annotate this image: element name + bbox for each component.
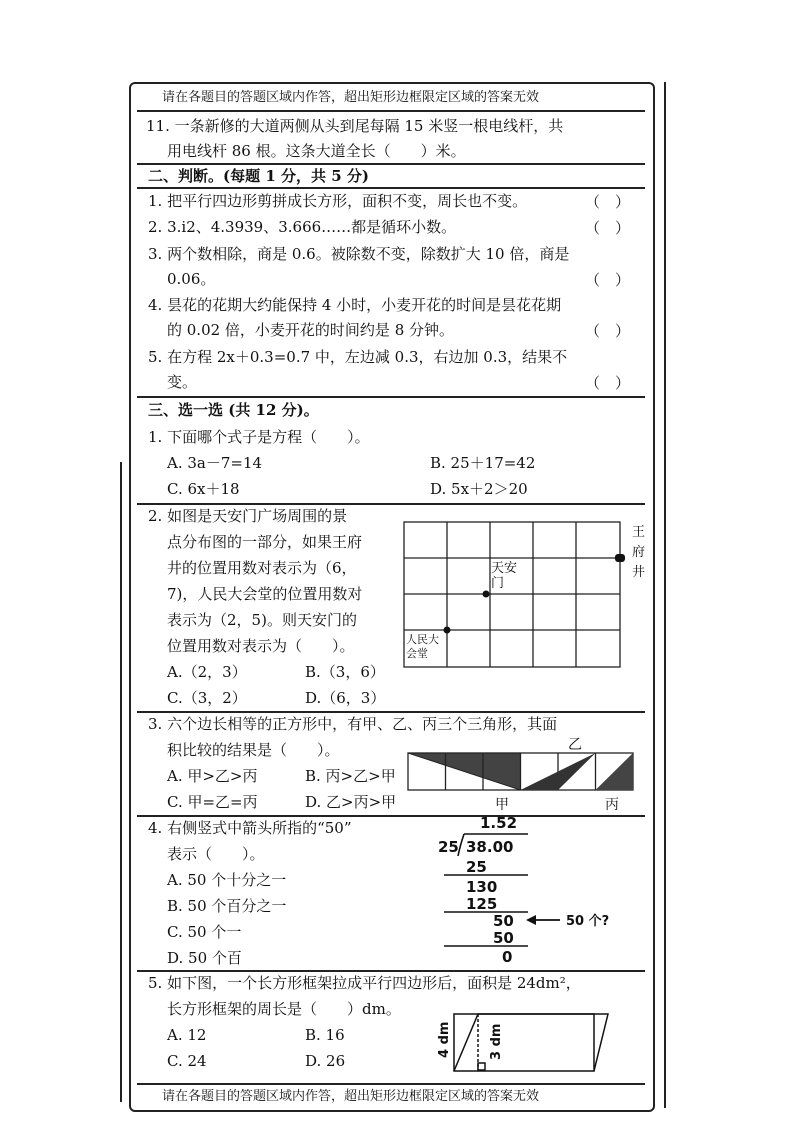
judge-item-5: 5. 在方程 2x＋0.3=0.7 中，左边减 0.3，右边加 0.3，结果不 [148, 348, 568, 366]
left-margin-line [120, 462, 122, 1102]
choice-q3-b[interactable]: B. 丙>乙>甲 [305, 767, 396, 785]
choice-q2-line4: 7)，人民大会堂的位置用数对 [167, 585, 363, 603]
map-label-tiananmen-1: 天安 [491, 561, 518, 576]
choice-q1-d[interactable]: D. 5x＋2＞20 [430, 480, 528, 498]
q11-line1: 11. 一条新修的大道两侧从头到尾每隔 15 米竖一根电线杆，共 [146, 117, 564, 135]
choice-q5-a[interactable]: A. 12 [167, 1026, 207, 1044]
divider [137, 163, 645, 165]
divisor: 25 [438, 838, 459, 856]
step-130: 130 [466, 878, 498, 896]
choice-q2-d[interactable]: D.（6，3） [305, 689, 386, 707]
remainder: 0 [502, 948, 513, 966]
divider [137, 1083, 645, 1085]
step-50-top: 50 [493, 912, 514, 930]
arrow-label: 50 个? [566, 914, 610, 929]
judge-answer-3[interactable]: （ ） [585, 271, 631, 289]
judge-item-3: 3. 两个数相除，商是 0.6。被除数不变，除数扩大 10 倍，商是 [148, 245, 570, 263]
divider [137, 711, 645, 713]
choice-q2-b[interactable]: B.（3，6） [305, 663, 385, 681]
choice-q3-line2: 积比较的结果是（ ）。 [167, 741, 340, 759]
section3-title: 三、选一选 (共 12 分)。 [148, 401, 319, 419]
map-label-renmin-1: 人民大 [406, 633, 439, 646]
judge-answer-4[interactable]: （ ） [585, 322, 631, 340]
divider [137, 396, 645, 398]
choice-q1-b[interactable]: B. 25＋17=42 [430, 454, 536, 472]
judge-answer-5[interactable]: （ ） [585, 374, 631, 392]
map-label-wfj-3: 井 [632, 565, 646, 580]
divider [137, 187, 645, 189]
label-3dm: 3 dm [489, 1023, 504, 1060]
choice-q2-line2: 点分布图的一部分，如果王府 [167, 533, 363, 551]
divider [137, 503, 645, 505]
choice-q1-a[interactable]: A. 3a－7=14 [167, 454, 263, 472]
choice-q3-c[interactable]: C. 甲=乙=丙 [167, 793, 258, 811]
long-division [430, 812, 640, 967]
judge-item-4-cont: 的 0.02 倍，小麦开花的时间约是 8 分钟。 [167, 321, 455, 339]
judge-item-3-cont: 0.06。 [167, 270, 216, 288]
choice-q3-a[interactable]: A. 甲>乙>丙 [167, 767, 258, 785]
dividend: 38.00 [466, 838, 514, 856]
map-label-wfj-1: 王 [632, 525, 646, 540]
quotient: 1.52 [480, 814, 518, 832]
step-50-bottom: 50 [493, 929, 514, 947]
choice-q5-c[interactable]: C. 24 [167, 1052, 207, 1070]
judge-answer-1[interactable]: （ ） [585, 193, 631, 211]
choice-q2-line6: 位置用数对表示为（ ）。 [167, 637, 355, 655]
choice-q4-c[interactable]: C. 50 个一 [167, 923, 242, 941]
choice-q4-d[interactable]: D. 50 个百 [167, 949, 242, 967]
triangles-figure [400, 735, 645, 815]
judge-item-1: 1. 把平行四边形剪拼成长方形，面积不变，周长也不变。 [148, 192, 528, 210]
tiananmen-dot [483, 591, 490, 598]
step-25: 25 [466, 858, 487, 876]
choice-q2-a[interactable]: A.（2，3） [167, 663, 247, 681]
label-bing: 丙 [605, 797, 619, 813]
choice-q2-line3: 井的位置用数对表示为（6， [167, 559, 357, 577]
map-label-tiananmen-2: 门 [491, 576, 505, 591]
bottom-notice: 请在各题目的答题区域内作答，超出矩形边框限定区域的答案无效 [162, 1089, 540, 1104]
choice-q4-b[interactable]: B. 50 个百分之一 [167, 897, 287, 915]
choice-q2-line1: 2. 如图是天安门广场周围的景 [148, 507, 348, 525]
choice-q5-line1: 5. 如下图，一个长方形框架拉成平行四边形后，面积是 24dm²， [148, 974, 581, 992]
choice-q5-d[interactable]: D. 26 [305, 1052, 346, 1070]
wangfujing-marker [615, 554, 625, 562]
renmin-dot [444, 627, 451, 634]
divider [137, 970, 645, 972]
rectangle-parallelogram-figure [430, 1010, 620, 1078]
judge-item-5-cont: 变。 [167, 373, 198, 391]
label-4dm: 4 dm [437, 1021, 452, 1058]
choice-q1-c[interactable]: C. 6x＋18 [167, 480, 240, 498]
section2-title: 二、判断。(每题 1 分，共 5 分) [148, 167, 369, 185]
top-notice: 请在各题目的答题区域内作答，超出矩形边框限定区域的答案无效 [162, 90, 540, 105]
tiananmen-map [400, 518, 660, 674]
choice-q3-line1: 3. 六个边长相等的正方形中，有甲、乙、丙三个三角形，其面 [148, 715, 558, 733]
arrow-icon [526, 915, 560, 925]
map-label-wfj-2: 府 [632, 545, 646, 560]
choice-q4-line2: 表示（ ）。 [167, 845, 265, 863]
label-yi: 乙 [568, 737, 582, 753]
choice-q5-line2: 长方形框架的周长是（ ）dm。 [167, 1000, 401, 1018]
q11-line2: 用电线杆 86 根。这条大道全长（ ）米。 [167, 142, 466, 160]
choice-q5-b[interactable]: B. 16 [305, 1026, 345, 1044]
divider [137, 110, 645, 112]
choice-q1-stem: 1. 下面哪个式子是方程（ ）。 [148, 428, 370, 446]
choice-q2-c[interactable]: C.（3，2） [167, 689, 247, 707]
triangle-bing [596, 753, 634, 790]
choice-q2-line5: 表示为（2，5)。则天安门的 [167, 611, 357, 629]
judge-item-2: 2. 3.i2、4.3939、3.666……都是循环小数。 [148, 218, 457, 236]
judge-answer-2[interactable]: （ ） [585, 219, 631, 237]
map-label-renmin-2: 会堂 [406, 647, 428, 660]
step-125: 125 [466, 895, 498, 913]
right-margin-line [664, 82, 666, 1108]
choice-q4-line1: 4. 右侧竖式中箭头所指的“50” [148, 819, 352, 837]
choice-q4-a[interactable]: A. 50 个十分之一 [167, 871, 287, 889]
choice-q3-d[interactable]: D. 乙>丙>甲 [305, 793, 397, 811]
label-jia: 甲 [495, 797, 509, 813]
judge-item-4: 4. 昙花的花期大约能保持 4 小时，小麦开花的时间是昙花花期 [148, 296, 562, 314]
